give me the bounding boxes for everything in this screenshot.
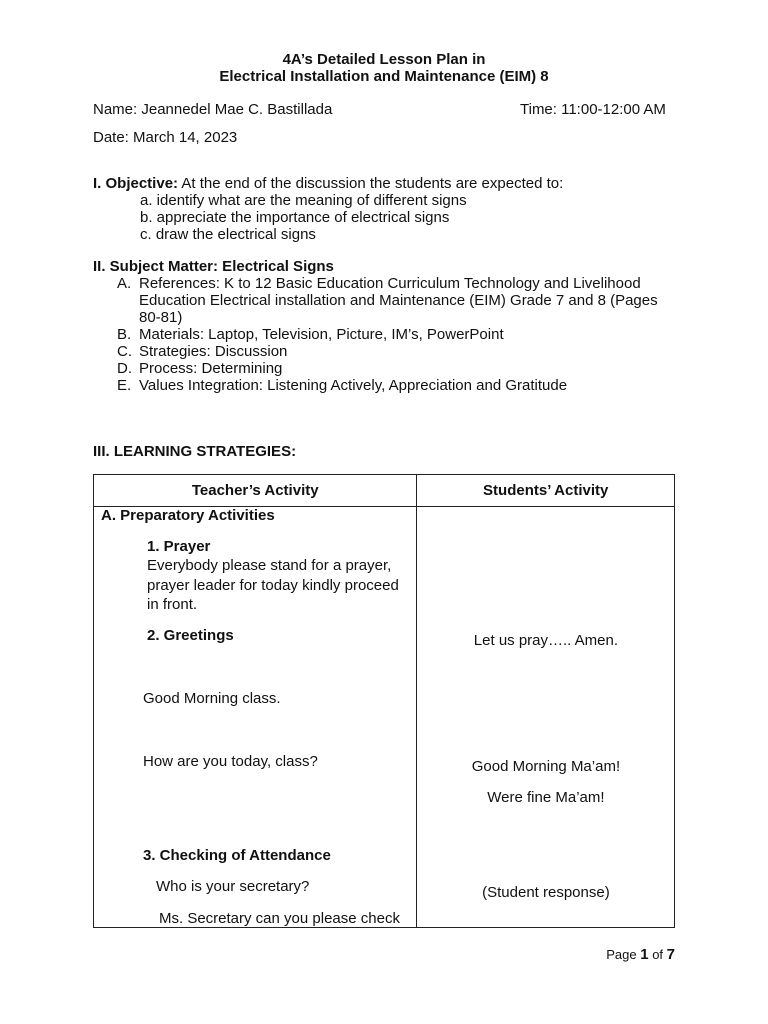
page-word: Page: [606, 947, 637, 962]
secretary-question: Who is your secretary?: [156, 878, 310, 895]
document-title-line2: Electrical Installation and Maintenance (EIM) 8: [219, 68, 549, 85]
prayer-line-2: prayer leader for today kindly proceed: [147, 577, 399, 594]
how-are-you-text: How are you today, class?: [143, 753, 318, 770]
list-item: [117, 275, 697, 326]
list-item: [117, 343, 697, 360]
list-item-label: C.: [117, 343, 132, 360]
section-a-heading: A. Preparatory Activities: [101, 507, 275, 524]
learning-strategies-heading: III. LEARNING STRATEGIES:: [93, 443, 297, 460]
objective-list: [140, 192, 467, 243]
objective-paragraph: [93, 175, 563, 192]
total-pages: 7: [666, 946, 675, 963]
date-field: Date: March 14, 2023: [93, 129, 238, 146]
students-activity-cell: [417, 507, 675, 928]
list-item-text: Values Integration: Listening Actively, Appreciation and Gratitude: [139, 377, 568, 394]
subject-matter-list: [117, 275, 697, 394]
prayer-heading: 1. Prayer: [147, 538, 211, 555]
list-item: [117, 360, 697, 377]
teacher-activity-header: Teacher’s Activity: [94, 475, 417, 507]
name-field: Name: Jeannedel Mae C. Bastillada: [93, 101, 333, 118]
list-item-label: B.: [117, 326, 132, 343]
subject-matter-heading: II. Subject Matter: Electrical Signs: [93, 258, 334, 275]
current-page: 1: [640, 946, 649, 963]
reference-line-1: References: K to 12 Basic Education Curriculum Technology and Livelihood: [139, 275, 641, 292]
list-item-label: A.: [117, 275, 132, 292]
list-item-label: E.: [117, 377, 132, 394]
document-title-line1: 4A’s Detailed Lesson Plan in: [282, 51, 486, 68]
list-item: [117, 377, 697, 394]
list-item: [117, 326, 697, 343]
of-word: of: [652, 947, 664, 962]
objective-intro: At the end of the discussion the students are expected to:: [178, 175, 564, 192]
student-attendance-response: (Student response): [482, 884, 610, 901]
list-item-text: Process: Determining: [139, 360, 283, 377]
list-item: b. appreciate the importance of electrical signs: [140, 209, 450, 226]
objective-heading: I. Objective:: [93, 175, 179, 192]
list-item: c. draw the electrical signs: [140, 226, 316, 243]
greeting-text: Good Morning class.: [143, 690, 281, 707]
student-greeting-response: Good Morning Ma’am!: [471, 758, 621, 775]
students-activity-header: Students’ Activity: [417, 475, 675, 507]
list-item-text: Materials: Laptop, Television, Picture, IM’s, PowerPoint: [139, 326, 504, 343]
list-item-text: Strategies: Discussion: [139, 343, 288, 360]
list-item-label: D.: [117, 360, 132, 377]
attendance-heading: 3. Checking of Attendance: [143, 847, 331, 864]
student-fine-response: Were fine Ma’am!: [487, 789, 605, 806]
list-item: a. identify what are the meaning of different signs: [140, 192, 467, 209]
greetings-heading: 2. Greetings: [147, 627, 234, 644]
secretary-check-text: Ms. Secretary can you please check: [159, 910, 400, 927]
reference-line-3: 80-81): [139, 309, 183, 326]
page-number: [606, 946, 675, 963]
lesson-plan-table: [93, 474, 675, 928]
reference-line-2: Education Electrical installation and Maintenance (EIM) Grade 7 and 8 (Pages: [139, 292, 658, 309]
student-prayer-response: Let us pray….. Amen.: [473, 632, 619, 649]
prayer-line-3: in front.: [147, 596, 198, 613]
teacher-activity-cell: [94, 507, 417, 928]
prayer-line-1: Everybody please stand for a prayer,: [147, 557, 392, 574]
time-field: Time: 11:00-12:00 AM: [520, 101, 666, 118]
